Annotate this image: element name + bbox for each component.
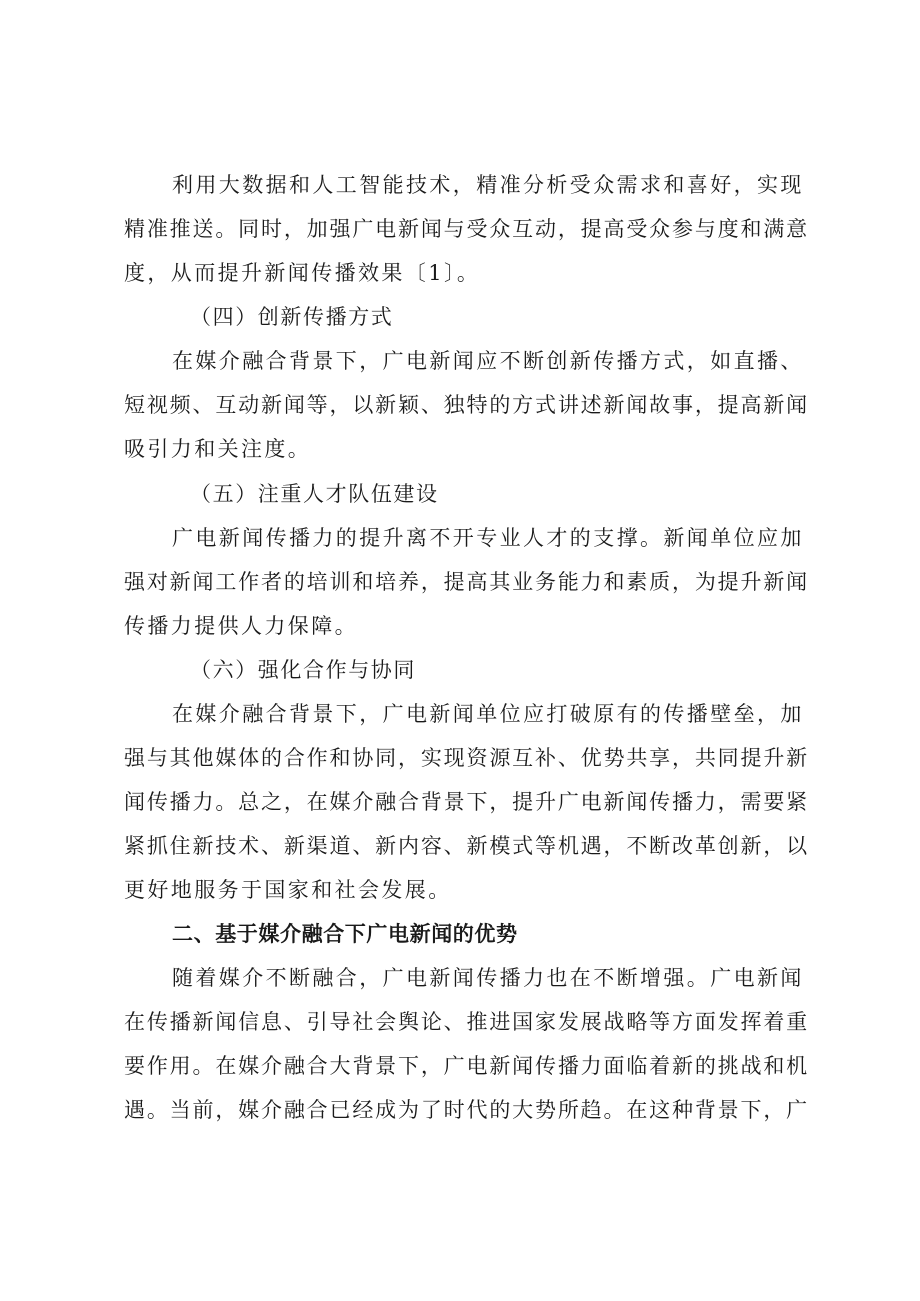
paragraph-line: 更好地服务于国家和社会发展。: [124, 878, 452, 902]
paragraph-line: 紧抓住新技术、新渠道、新内容、新模式等机遇，不断改革创新，以: [124, 834, 809, 858]
paragraph-line: 利用大数据和人工智能技术，精准分析受众需求和喜好，实现: [172, 173, 804, 197]
section-subheading: （五）注重人才队伍建设: [190, 482, 439, 506]
section-heading: 二、基于媒介融合下广电新闻的优势: [172, 922, 518, 946]
paragraph-line: 强与其他媒体的合作和协同，实现资源互补、优势共享，共同提升新: [124, 746, 809, 770]
section-subheading: （四）创新传播方式: [190, 305, 394, 329]
paragraph-line: 在媒介融合背景下，广电新闻单位应打破原有的传播壁垒，加: [172, 702, 804, 726]
paragraph-line: 度，从而提升新闻传播效果〔1〕。: [124, 261, 481, 285]
paragraph-line: 吸引力和关注度。: [124, 437, 312, 461]
paragraph-line: 传播力提供人力保障。: [124, 614, 358, 638]
paragraph-line: 强对新闻工作者的培训和培养，提高其业务能力和素质，为提升新闻: [124, 570, 809, 594]
paragraph-line: 在媒介融合背景下，广电新闻应不断创新传播方式，如直播、: [172, 349, 804, 373]
paragraph-line: 遇。当前，媒介融合已经成为了时代的大势所趋。在这种背景下，广: [124, 1098, 809, 1122]
paragraph-line: 要作用。在媒介融合大背景下，广电新闻传播力面临着新的挑战和机: [124, 1054, 809, 1078]
paragraph-line: 短视频、互动新闻等，以新颖、独特的方式讲述新闻故事，提高新闻: [124, 393, 809, 417]
paragraph-line: 在传播新闻信息、引导社会舆论、推进国家发展战略等方面发挥着重: [124, 1010, 809, 1034]
document-page: [124, 0, 809, 1301]
paragraph-line: 精准推送。同时，加强广电新闻与受众互动，提高受众参与度和满意: [124, 217, 809, 241]
section-subheading: （六）强化合作与协同: [190, 658, 416, 682]
paragraph-line: 闻传播力。总之，在媒介融合背景下，提升广电新闻传播力，需要紧: [124, 790, 809, 814]
paragraph-line: 随着媒介不断融合，广电新闻传播力也在不断增强。广电新闻: [172, 966, 804, 990]
paragraph-line: 广电新闻传播力的提升离不开专业人才的支撑。新闻单位应加: [172, 526, 804, 550]
